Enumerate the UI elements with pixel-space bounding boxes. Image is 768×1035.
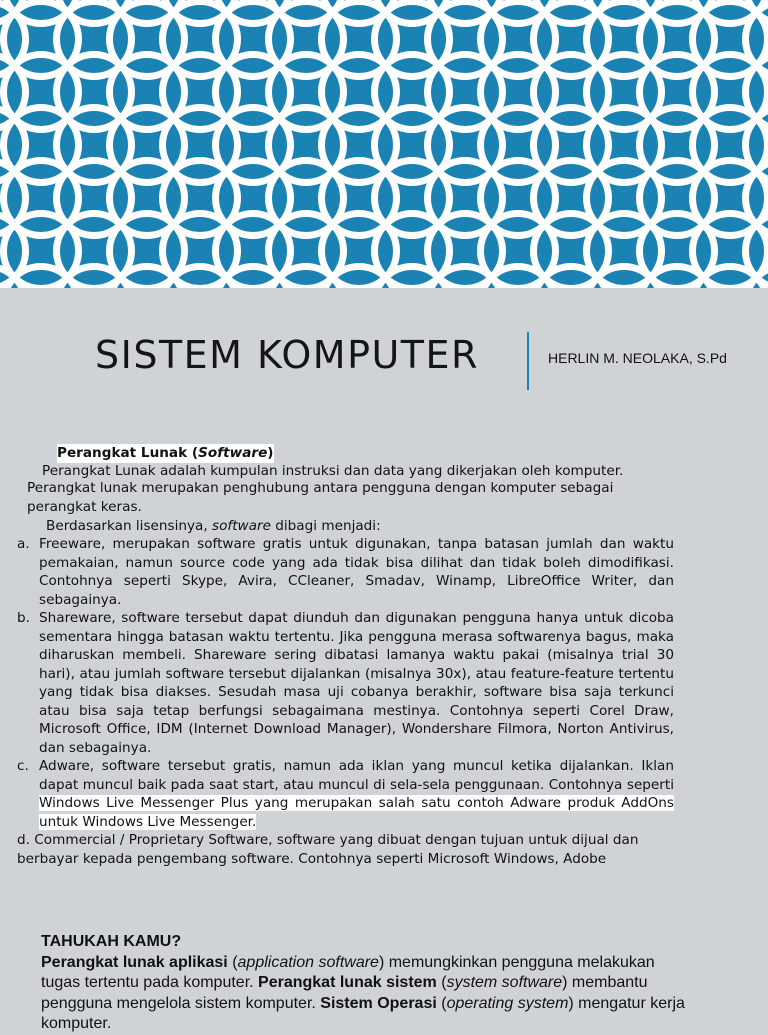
heading-italic: Software <box>198 445 268 461</box>
did-you-know-box <box>41 932 691 1035</box>
note-body <box>41 953 691 1035</box>
term-system-software-en: system software <box>446 974 563 992</box>
list-item-freeware <box>17 535 674 609</box>
paren-open: ( <box>436 994 447 1012</box>
note-text: ) mengatur kerja komputer. <box>41 994 685 1033</box>
highlighted-example: Windows Live Messenger Plus yang merupakan salah satu contoh Adware produk AddOns untuk Windows Live Messenger. <box>39 795 674 830</box>
list-item-text: Shareware, software tersebut dapat diunduh dan digunakan pengguna hanya untuk dicoba sementara hingga batasan waktu tertentu. Jika pengguna merasa softwarenya bagus, maka diharuskan membeli. Shareware sering dibatasi lamanya waktu pakai (misalnya trial 30 hari), atau jumlah software tersebut dijalankan (misalnya 30x), atau feature-feature tertentu yang tidak bisa diakses. Sesudah masa uji cobanya berakhir, software bisa saja terkunci atau bisa saja tetap berfungsi sebagaimana mestinya. Contohnya seperti Corel Draw, Microsoft Office, IDM (Internet Download Manager), Wondershare Filmora, Norton Antivirus, dan sebagainya. <box>39 610 674 756</box>
term-system-software: Perangkat lunak sistem <box>258 974 437 992</box>
term-operating-system: Sistem Operasi <box>320 994 437 1012</box>
list-item-commercial: d. Commercial / Proprietary Software, software yang dibuat dengan tujuan untuk dijual dan berbayar kepada pengembang software. Contohnya seperti Microsoft Windows, Adobe <box>17 832 639 867</box>
intro-paragraph-1: Perangkat Lunak adalah kumpulan instruksi dan data yang dikerjakan oleh komputer. <box>42 463 624 479</box>
license-basis-line <box>46 517 381 536</box>
list-marker: c. <box>17 758 29 774</box>
note-heading: TAHUKAH KAMU? <box>41 933 182 950</box>
heading-close: ) <box>267 445 274 461</box>
basis-italic: software <box>212 518 271 534</box>
term-operating-system-en: operating system <box>446 994 569 1012</box>
title-divider <box>527 332 529 390</box>
list-item-text: Freeware, merupakan software gratis untuk digunakan, tanpa batasan jumlah dan waktu pemakaian, namun source code yang ada tidak bisa dilihat dan tidak boleh dimodifikasi. Contohnya seperti Skype, Avira, CCleaner, Smadav, Winamp, LibreOffice Writer, dan sebagainya. <box>39 536 674 608</box>
author-name: HERLIN M. NEOLAKA, S.Pd <box>548 350 727 366</box>
list-marker: b. <box>17 610 30 626</box>
paren-open: ( <box>436 974 447 992</box>
circle-lattice-pattern <box>0 0 768 288</box>
term-application-software-en: application software <box>237 953 379 971</box>
heading-text: Perangkat Lunak ( <box>57 445 199 461</box>
intro-paragraph-2: Perangkat lunak merupakan penghubung antara pengguna dengan komputer sebagai perangkat keras. <box>27 480 614 515</box>
basis-after: dibagi menjadi: <box>270 518 381 534</box>
list-item-shareware <box>17 609 674 757</box>
note-text: ) memungkinkan pengguna melakukan tugas tertentu pada komputer. <box>41 953 655 992</box>
section-heading <box>57 444 274 463</box>
list-item-adware <box>17 757 674 831</box>
basis-before: Berdasarkan lisensinya, <box>46 518 213 534</box>
list-item-text: Adware, software tersebut gratis, namun ada iklan yang muncul ketika dijalankan. Iklan dapat muncul baik pada saat start, atau muncul di sela-sela penggunaan. Contohnya seperti <box>39 758 674 793</box>
license-type-list <box>17 535 674 831</box>
slide-title: SISTEM KOMPUTER <box>95 333 479 377</box>
term-application-software: Perangkat lunak aplikasi <box>41 953 228 971</box>
paren-open: ( <box>227 953 238 971</box>
decorative-pattern-banner <box>0 0 768 288</box>
list-marker: a. <box>17 536 30 552</box>
note-text: ) membantu pengguna mengelola sistem komputer. <box>41 974 648 1012</box>
